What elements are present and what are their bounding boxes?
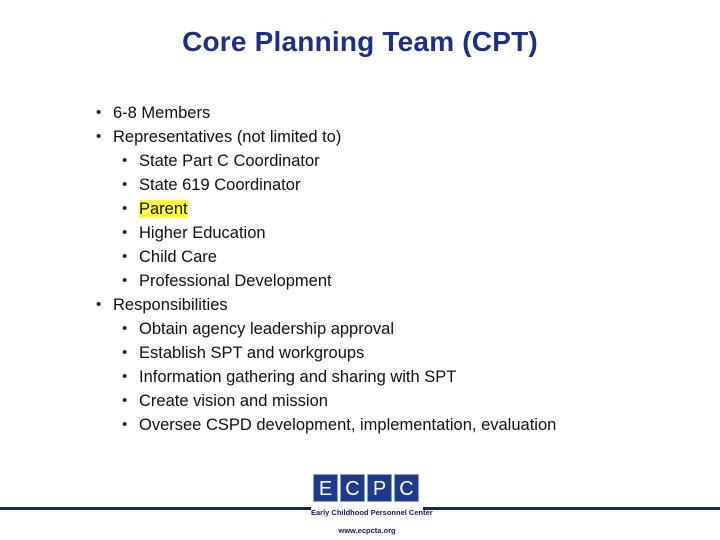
bullet-glyph: •: [122, 344, 128, 361]
sub-bullet-item: [88, 269, 556, 293]
highlighted-bullet-text: Parent: [139, 200, 188, 218]
logo-org-name: Early Childhood Personnel Center: [311, 508, 433, 517]
bullet-text: Higher Education: [139, 224, 266, 242]
logo-url: www.ecpcta.org: [338, 526, 396, 535]
slide-title: Core Planning Team (CPT): [182, 26, 538, 57]
logo-letter: C: [340, 474, 365, 502]
bullet-glyph: •: [96, 296, 102, 313]
bullet-text: Information gathering and sharing with SPT: [139, 368, 457, 386]
bullet-glyph: •: [122, 368, 128, 385]
logo-letter: E: [313, 474, 338, 502]
bullet-text: State Part C Coordinator: [139, 152, 320, 170]
bullet-glyph: •: [122, 224, 128, 241]
sub-bullet-item: [88, 173, 556, 197]
logo-letter-blocks: [313, 474, 419, 502]
bullet-glyph: •: [122, 416, 128, 433]
bullet-text: Obtain agency leadership approval: [139, 320, 395, 338]
bullet-text: Establish SPT and workgroups: [139, 344, 365, 362]
sub-bullet-item: [88, 341, 556, 365]
sub-bullet-item: [88, 389, 556, 413]
bullet-glyph: •: [122, 176, 128, 193]
bullet-glyph: •: [96, 104, 102, 121]
bullet-text: Create vision and mission: [139, 392, 328, 410]
bullet-glyph: •: [122, 320, 128, 337]
bullet-item: [88, 293, 556, 317]
bullet-glyph: •: [122, 200, 128, 217]
sub-bullet-item: [88, 413, 556, 437]
bullet-glyph: •: [96, 128, 102, 145]
sub-bullet-item: [88, 365, 556, 389]
bullet-item: [88, 101, 556, 125]
bullet-glyph: •: [122, 248, 128, 265]
sub-bullet-item: [88, 221, 556, 245]
bullet-list: [88, 101, 556, 437]
ecpc-logo: [311, 472, 433, 538]
bullet-item: [88, 125, 556, 149]
bullet-text: Oversee CSPD development, implementation, evaluation: [139, 416, 557, 434]
logo-letter: P: [367, 474, 392, 502]
bullet-text: Representatives (not limited to): [113, 128, 342, 146]
bullet-glyph: •: [122, 152, 128, 169]
bullet-text: 6-8 Members: [113, 104, 211, 122]
bullet-text: Child Care: [139, 248, 217, 266]
bullet-glyph: •: [122, 392, 128, 409]
sub-bullet-item: [88, 245, 556, 269]
logo-letter: C: [394, 474, 419, 502]
sub-bullet-item: [88, 149, 556, 173]
sub-bullet-item: [88, 197, 556, 221]
bullet-text: State 619 Coordinator: [139, 176, 301, 194]
bullet-glyph: •: [122, 272, 128, 289]
bullet-text: Professional Development: [139, 272, 332, 290]
sub-bullet-item: [88, 317, 556, 341]
bullet-text: Responsibilities: [113, 296, 228, 314]
